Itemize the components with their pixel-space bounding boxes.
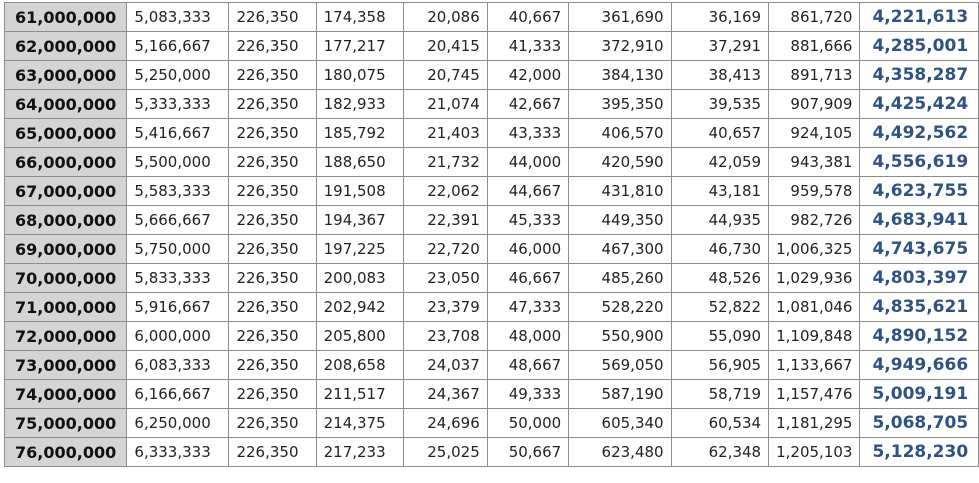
employment-insurance-cell: 45,333 [487, 206, 568, 235]
annual-salary-cell: 72,000,000 [5, 322, 127, 351]
nontaxable-cell: 226,350 [229, 3, 316, 32]
nontaxable-cell: 226,350 [229, 148, 316, 177]
income-tax-cell: 605,340 [569, 409, 671, 438]
deduction-total-cell: 1,081,046 [769, 293, 860, 322]
monthly-salary-cell: 6,333,333 [127, 438, 229, 467]
pension-cell: 211,517 [316, 380, 403, 409]
annual-salary-cell: 64,000,000 [5, 90, 127, 119]
table-row [5, 32, 979, 61]
health-insurance-cell: 25,025 [403, 438, 487, 467]
pension-cell: 188,650 [316, 148, 403, 177]
employment-insurance-cell: 41,333 [487, 32, 568, 61]
income-tax-cell: 550,900 [569, 322, 671, 351]
income-tax-cell: 420,590 [569, 148, 671, 177]
monthly-salary-cell: 6,250,000 [127, 409, 229, 438]
employment-insurance-cell: 50,000 [487, 409, 568, 438]
monthly-salary-cell: 6,166,667 [127, 380, 229, 409]
table-row [5, 264, 979, 293]
income-tax-cell: 467,300 [569, 235, 671, 264]
income-tax-cell: 485,260 [569, 264, 671, 293]
deduction-total-cell: 924,105 [769, 119, 860, 148]
nontaxable-cell: 226,350 [229, 322, 316, 351]
health-insurance-cell: 24,037 [403, 351, 487, 380]
health-insurance-cell: 23,379 [403, 293, 487, 322]
nontaxable-cell: 226,350 [229, 206, 316, 235]
monthly-salary-cell: 6,083,333 [127, 351, 229, 380]
table-row [5, 148, 979, 177]
income-tax-cell: 623,480 [569, 438, 671, 467]
nontaxable-cell: 226,350 [229, 61, 316, 90]
income-tax-cell: 395,350 [569, 90, 671, 119]
nontaxable-cell: 226,350 [229, 438, 316, 467]
income-tax-cell: 372,910 [569, 32, 671, 61]
deduction-total-cell: 1,205,103 [769, 438, 860, 467]
monthly-salary-cell: 5,833,333 [127, 264, 229, 293]
pension-cell: 182,933 [316, 90, 403, 119]
salary-table [4, 2, 979, 467]
health-insurance-cell: 24,696 [403, 409, 487, 438]
pension-cell: 180,075 [316, 61, 403, 90]
annual-salary-cell: 65,000,000 [5, 119, 127, 148]
monthly-salary-cell: 5,916,667 [127, 293, 229, 322]
local-tax-cell: 56,905 [671, 351, 769, 380]
local-tax-cell: 52,822 [671, 293, 769, 322]
health-insurance-cell: 23,708 [403, 322, 487, 351]
local-tax-cell: 55,090 [671, 322, 769, 351]
employment-insurance-cell: 46,667 [487, 264, 568, 293]
employment-insurance-cell: 48,667 [487, 351, 568, 380]
income-tax-cell: 587,190 [569, 380, 671, 409]
income-tax-cell: 528,220 [569, 293, 671, 322]
annual-salary-cell: 61,000,000 [5, 3, 127, 32]
employment-insurance-cell: 42,667 [487, 90, 568, 119]
health-insurance-cell: 20,086 [403, 3, 487, 32]
local-tax-cell: 36,169 [671, 3, 769, 32]
local-tax-cell: 37,291 [671, 32, 769, 61]
deduction-total-cell: 861,720 [769, 3, 860, 32]
annual-salary-cell: 66,000,000 [5, 148, 127, 177]
deduction-total-cell: 959,578 [769, 177, 860, 206]
table-row [5, 119, 979, 148]
income-tax-cell: 569,050 [569, 351, 671, 380]
local-tax-cell: 46,730 [671, 235, 769, 264]
income-tax-cell: 431,810 [569, 177, 671, 206]
employment-insurance-cell: 47,333 [487, 293, 568, 322]
deduction-total-cell: 1,133,667 [769, 351, 860, 380]
salary-table-body [5, 3, 979, 467]
employment-insurance-cell: 49,333 [487, 380, 568, 409]
net-pay-cell: 4,556,619 [860, 148, 979, 177]
pension-cell: 191,508 [316, 177, 403, 206]
employment-insurance-cell: 48,000 [487, 322, 568, 351]
local-tax-cell: 60,534 [671, 409, 769, 438]
health-insurance-cell: 20,415 [403, 32, 487, 61]
local-tax-cell: 42,059 [671, 148, 769, 177]
annual-salary-cell: 67,000,000 [5, 177, 127, 206]
net-pay-cell: 4,285,001 [860, 32, 979, 61]
health-insurance-cell: 22,720 [403, 235, 487, 264]
pension-cell: 177,217 [316, 32, 403, 61]
deduction-total-cell: 982,726 [769, 206, 860, 235]
table-row [5, 438, 979, 467]
employment-insurance-cell: 42,000 [487, 61, 568, 90]
health-insurance-cell: 21,074 [403, 90, 487, 119]
pension-cell: 208,658 [316, 351, 403, 380]
deduction-total-cell: 1,109,848 [769, 322, 860, 351]
local-tax-cell: 44,935 [671, 206, 769, 235]
income-tax-cell: 384,130 [569, 61, 671, 90]
monthly-salary-cell: 6,000,000 [127, 322, 229, 351]
net-pay-cell: 5,068,705 [860, 409, 979, 438]
net-pay-cell: 4,835,621 [860, 293, 979, 322]
net-pay-cell: 4,743,675 [860, 235, 979, 264]
monthly-salary-cell: 5,166,667 [127, 32, 229, 61]
income-tax-cell: 361,690 [569, 3, 671, 32]
employment-insurance-cell: 46,000 [487, 235, 568, 264]
table-row [5, 235, 979, 264]
net-pay-cell: 4,949,666 [860, 351, 979, 380]
annual-salary-cell: 75,000,000 [5, 409, 127, 438]
health-insurance-cell: 22,062 [403, 177, 487, 206]
pension-cell: 205,800 [316, 322, 403, 351]
annual-salary-cell: 70,000,000 [5, 264, 127, 293]
monthly-salary-cell: 5,083,333 [127, 3, 229, 32]
table-row [5, 206, 979, 235]
local-tax-cell: 39,535 [671, 90, 769, 119]
net-pay-cell: 5,009,191 [860, 380, 979, 409]
deduction-total-cell: 1,029,936 [769, 264, 860, 293]
health-insurance-cell: 20,745 [403, 61, 487, 90]
pension-cell: 214,375 [316, 409, 403, 438]
nontaxable-cell: 226,350 [229, 293, 316, 322]
local-tax-cell: 48,526 [671, 264, 769, 293]
pension-cell: 217,233 [316, 438, 403, 467]
nontaxable-cell: 226,350 [229, 32, 316, 61]
income-tax-cell: 406,570 [569, 119, 671, 148]
annual-salary-cell: 74,000,000 [5, 380, 127, 409]
monthly-salary-cell: 5,250,000 [127, 61, 229, 90]
annual-salary-cell: 62,000,000 [5, 32, 127, 61]
local-tax-cell: 62,348 [671, 438, 769, 467]
employment-insurance-cell: 44,667 [487, 177, 568, 206]
local-tax-cell: 38,413 [671, 61, 769, 90]
pension-cell: 202,942 [316, 293, 403, 322]
table-row [5, 293, 979, 322]
pension-cell: 194,367 [316, 206, 403, 235]
monthly-salary-cell: 5,416,667 [127, 119, 229, 148]
nontaxable-cell: 226,350 [229, 351, 316, 380]
table-row [5, 409, 979, 438]
pension-cell: 174,358 [316, 3, 403, 32]
employment-insurance-cell: 43,333 [487, 119, 568, 148]
monthly-salary-cell: 5,333,333 [127, 90, 229, 119]
employment-insurance-cell: 40,667 [487, 3, 568, 32]
deduction-total-cell: 891,713 [769, 61, 860, 90]
health-insurance-cell: 23,050 [403, 264, 487, 293]
nontaxable-cell: 226,350 [229, 409, 316, 438]
net-pay-cell: 4,803,397 [860, 264, 979, 293]
deduction-total-cell: 1,181,295 [769, 409, 860, 438]
table-row [5, 380, 979, 409]
net-pay-cell: 4,221,613 [860, 3, 979, 32]
nontaxable-cell: 226,350 [229, 90, 316, 119]
net-pay-cell: 4,425,424 [860, 90, 979, 119]
nontaxable-cell: 226,350 [229, 235, 316, 264]
net-pay-cell: 4,623,755 [860, 177, 979, 206]
net-pay-cell: 4,358,287 [860, 61, 979, 90]
table-row [5, 322, 979, 351]
annual-salary-cell: 73,000,000 [5, 351, 127, 380]
employment-insurance-cell: 50,667 [487, 438, 568, 467]
deduction-total-cell: 881,666 [769, 32, 860, 61]
monthly-salary-cell: 5,500,000 [127, 148, 229, 177]
monthly-salary-cell: 5,750,000 [127, 235, 229, 264]
local-tax-cell: 40,657 [671, 119, 769, 148]
pension-cell: 197,225 [316, 235, 403, 264]
annual-salary-cell: 76,000,000 [5, 438, 127, 467]
nontaxable-cell: 226,350 [229, 264, 316, 293]
table-row [5, 3, 979, 32]
pension-cell: 185,792 [316, 119, 403, 148]
annual-salary-cell: 63,000,000 [5, 61, 127, 90]
health-insurance-cell: 22,391 [403, 206, 487, 235]
table-row [5, 61, 979, 90]
health-insurance-cell: 21,732 [403, 148, 487, 177]
annual-salary-cell: 69,000,000 [5, 235, 127, 264]
net-pay-cell: 4,890,152 [860, 322, 979, 351]
annual-salary-cell: 71,000,000 [5, 293, 127, 322]
local-tax-cell: 58,719 [671, 380, 769, 409]
health-insurance-cell: 24,367 [403, 380, 487, 409]
monthly-salary-cell: 5,583,333 [127, 177, 229, 206]
annual-salary-cell: 68,000,000 [5, 206, 127, 235]
nontaxable-cell: 226,350 [229, 119, 316, 148]
nontaxable-cell: 226,350 [229, 177, 316, 206]
table-row [5, 90, 979, 119]
income-tax-cell: 449,350 [569, 206, 671, 235]
table-row [5, 351, 979, 380]
deduction-total-cell: 1,157,476 [769, 380, 860, 409]
net-pay-cell: 5,128,230 [860, 438, 979, 467]
net-pay-cell: 4,683,941 [860, 206, 979, 235]
deduction-total-cell: 907,909 [769, 90, 860, 119]
net-pay-cell: 4,492,562 [860, 119, 979, 148]
employment-insurance-cell: 44,000 [487, 148, 568, 177]
health-insurance-cell: 21,403 [403, 119, 487, 148]
deduction-total-cell: 943,381 [769, 148, 860, 177]
pension-cell: 200,083 [316, 264, 403, 293]
deduction-total-cell: 1,006,325 [769, 235, 860, 264]
table-row [5, 177, 979, 206]
local-tax-cell: 43,181 [671, 177, 769, 206]
monthly-salary-cell: 5,666,667 [127, 206, 229, 235]
nontaxable-cell: 226,350 [229, 380, 316, 409]
